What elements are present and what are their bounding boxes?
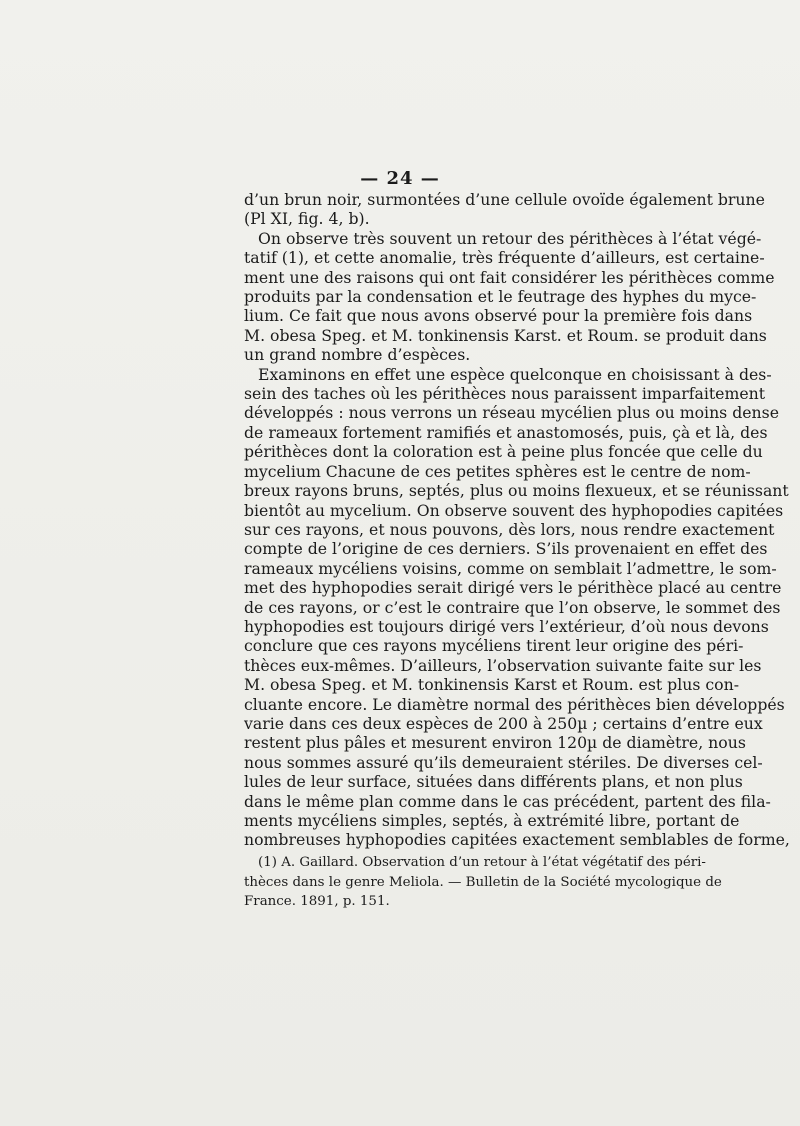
body-line: nombreuses hyphopodies capitées exactement semblables de forme,: [244, 830, 790, 850]
body-line: M. obesa Speg. et M. tonkinensis Karst. et Roum. se produit dans: [244, 325, 767, 345]
body-line: dans le même plan comme dans le cas précédent, partent des fila-: [244, 791, 771, 811]
footnote-line: (1) A. Gaillard. Observation d’un retour à l’état végétatif des péri-: [258, 855, 706, 870]
body-line: met des hyphopodies serait dirigé vers le périthèce placé au centre: [244, 578, 782, 598]
body-line: thèces eux-mêmes. D’ailleurs, l’observation suivante faite sur les: [244, 655, 762, 675]
body-line: lium. Ce fait que nous avons observé pour la première fois dans: [244, 306, 753, 326]
body-text: [244, 190, 790, 850]
body-line: un grand nombre d’espèces.: [244, 345, 471, 365]
body-line: mycelium Chacune de ces petites sphères est le centre de nom-: [244, 461, 751, 481]
body-line: compte de l’origine de ces derniers. S’ils provenaient en effet des: [244, 539, 768, 559]
body-line: tatif (1), et cette anomalie, très fréquente d’ailleurs, est certaine-: [244, 248, 765, 268]
page-number: — 24 —: [360, 168, 440, 189]
body-line: de rameaux fortement ramifiés et anastomosés, puis, çà et là, des: [244, 422, 768, 442]
body-line: rameaux mycéliens voisins, comme on semblait l’admettre, le som-: [244, 558, 777, 578]
footnote-line: thèces dans le genre Meliola. — Bulletin de la Société mycologique de: [244, 874, 722, 890]
body-line: breux rayons bruns, septés, plus ou moins flexueux, et se réunissant: [244, 481, 789, 501]
footnote: [244, 853, 722, 912]
body-line: nous sommes assuré qu’ils demeuraient stériles. De diverses cel-: [244, 752, 763, 772]
body-line: Examinons en effet une espèce quelconque en choisissant à des-: [258, 364, 772, 384]
body-line: ments mycéliens simples, septés, à extrémité libre, portant de: [244, 811, 740, 830]
body-line: restent plus pâles et mesurent environ 120µ de diamètre, nous: [244, 733, 746, 753]
body-line: périthèces dont la coloration est à peine plus foncée que celle du: [244, 442, 763, 462]
body-line: conclure que ces rayons mycéliens tirent leur origine des péri-: [244, 636, 744, 656]
body-line: varie dans ces deux espèces de 200 à 250µ ; certains d’entre eux: [244, 713, 763, 733]
body-line: M. obesa Speg. et M. tonkinensis Karst et Roum. est plus con-: [244, 675, 740, 695]
body-line: sur ces rayons, et nous pouvons, dès lors, nous rendre exactement: [244, 519, 775, 539]
body-line: bientôt au mycelium. On observe souvent des hyphopodies capitées: [244, 500, 784, 520]
body-line: hyphopodies est toujours dirigé vers l’extérieur, d’où nous devons: [244, 616, 769, 636]
body-line: d’un brun noir, surmontées d’une cellule ovoïde également brune: [244, 190, 765, 209]
body-line: de ces rayons, or c’est le contraire que l’on observe, le sommet des: [244, 597, 781, 617]
body-line: ment une des raisons qui ont fait considérer les périthèces comme: [244, 267, 775, 287]
footnote-line: France. 1891, p. 151.: [244, 894, 390, 909]
body-line: lules de leur surface, situées dans différents plans, et non plus: [244, 772, 743, 792]
body-line: sein des taches où les périthèces nous paraissent imparfaitement: [244, 384, 766, 404]
body-line: produits par la condensation et le feutrage des hyphes du myce-: [244, 287, 757, 307]
body-line: (Pl XI, fig. 4, b).: [244, 209, 370, 229]
body-line: cluante encore. Le diamètre normal des périthèces bien développés: [244, 694, 785, 714]
body-line: développés : nous verrons un réseau mycélien plus ou moins dense: [244, 403, 779, 423]
body-line: On observe très souvent un retour des périthèces à l’état végé-: [258, 228, 762, 248]
